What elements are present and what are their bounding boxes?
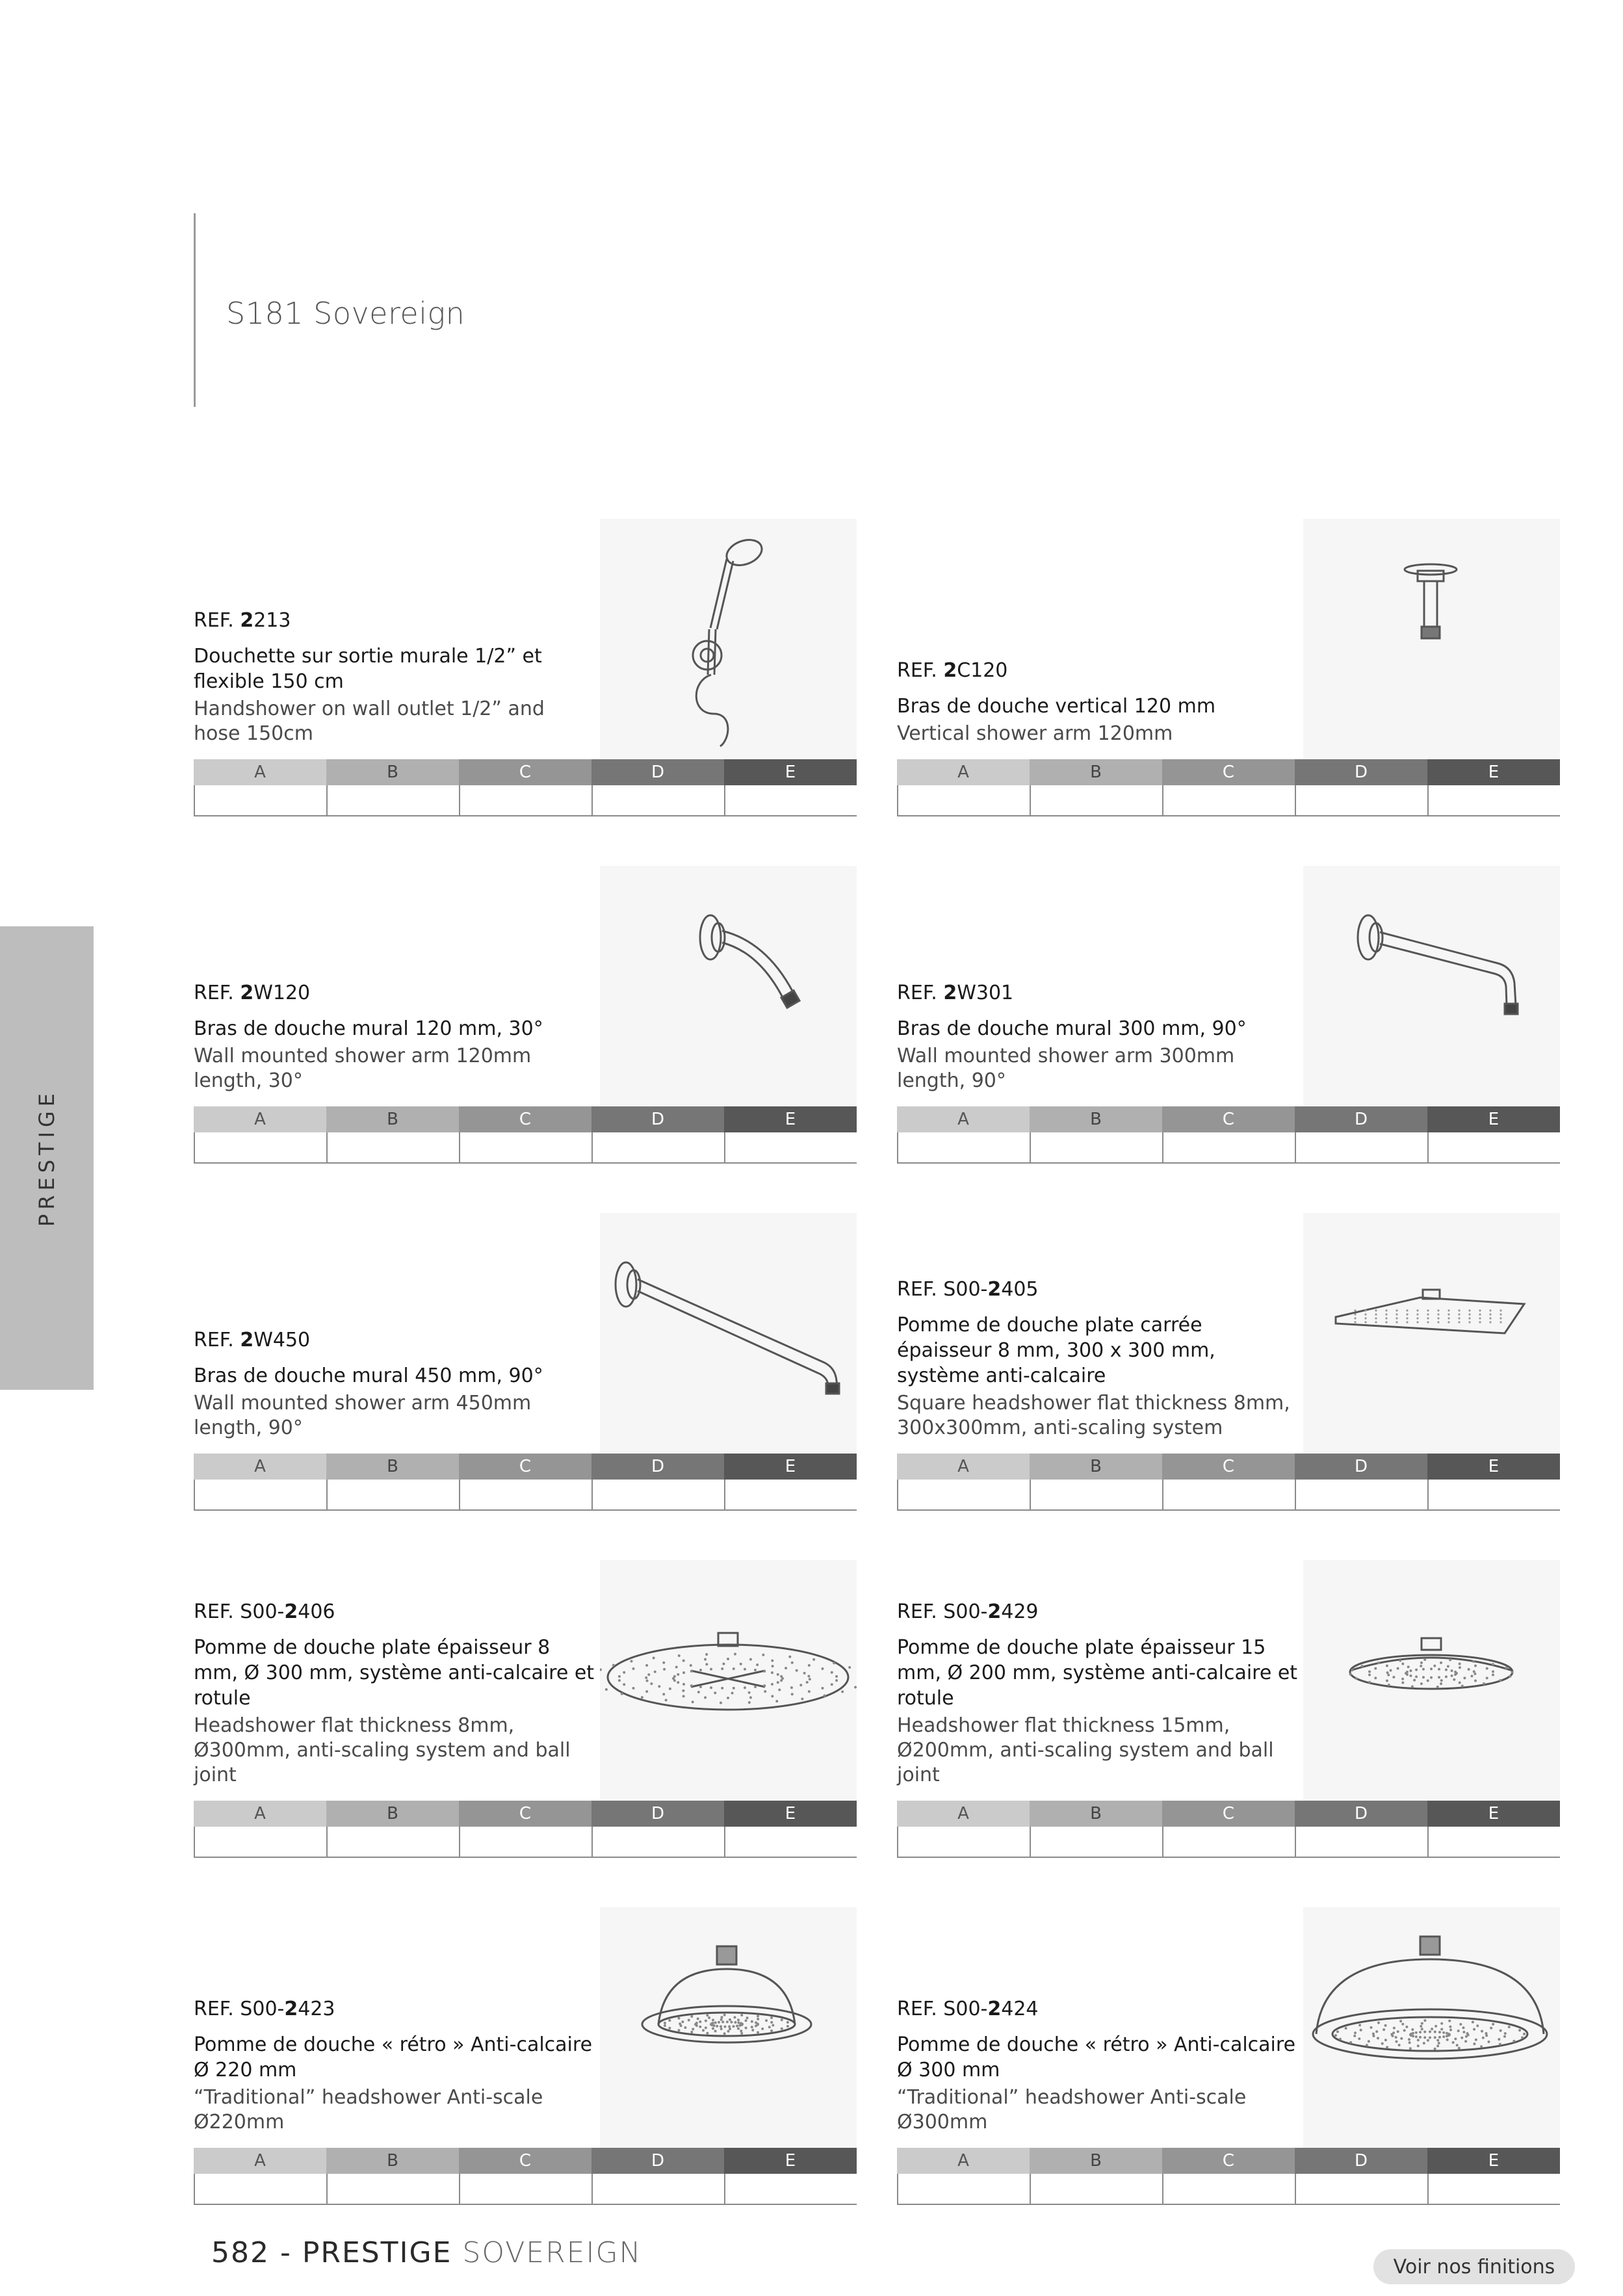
finish-cell bbox=[898, 785, 1031, 815]
description-fr: Pomme de douche « rétro » Anti-calcaire Ø 220 mm bbox=[194, 2033, 593, 2081]
product-text bbox=[194, 1329, 597, 1441]
finish-cell bbox=[1429, 1480, 1560, 1509]
round-headshower-large-icon bbox=[600, 1560, 857, 1801]
finish-cell bbox=[1296, 785, 1429, 815]
product-text bbox=[194, 1600, 597, 1788]
product-text bbox=[897, 1998, 1300, 2135]
description-fr: Pomme de douche plate carrée épaisseur 8 mm, 300 x 300 mm, système anti-calcaire bbox=[897, 1314, 1215, 1387]
finish-table bbox=[194, 2148, 857, 2206]
product-card bbox=[897, 1213, 1560, 1512]
product-card bbox=[194, 1907, 857, 2206]
product-ref bbox=[897, 982, 1300, 1004]
finish-column-header: C bbox=[459, 2148, 591, 2174]
finish-body-row bbox=[897, 1132, 1560, 1164]
page-number: 582 - bbox=[211, 2236, 302, 2269]
finish-cell bbox=[1031, 785, 1163, 815]
finish-column-header: A bbox=[194, 1106, 326, 1132]
finish-column-header: E bbox=[724, 759, 857, 785]
finish-cell bbox=[1429, 2174, 1560, 2204]
product-card bbox=[194, 1560, 857, 1859]
finish-cell bbox=[328, 1827, 460, 1857]
finish-cell bbox=[1429, 1132, 1560, 1162]
finish-column-header: D bbox=[591, 1106, 724, 1132]
ref-number: 424 bbox=[1001, 1998, 1039, 2020]
retro-headshower-small-icon bbox=[600, 1907, 857, 2148]
finish-cell bbox=[1296, 2174, 1429, 2204]
finish-cell bbox=[725, 1480, 857, 1509]
description-en: Square headshower flat thickness 8mm, 300x300mm, anti-scaling system bbox=[897, 1392, 1290, 1439]
finish-column-header: B bbox=[326, 1801, 459, 1827]
description-fr: Bras de douche mural 120 mm, 30° bbox=[194, 1017, 543, 1040]
finish-body-row bbox=[194, 785, 857, 816]
finish-cell bbox=[593, 785, 725, 815]
product-ref bbox=[194, 609, 597, 632]
finish-column-header: C bbox=[1162, 1106, 1295, 1132]
square-headshower-icon bbox=[1303, 1213, 1560, 1454]
finish-column-header: D bbox=[1295, 1454, 1427, 1480]
finish-cell bbox=[898, 1480, 1031, 1509]
description-fr: Pomme de douche plate épaisseur 8 mm, Ø 300 mm, système anti-calcaire et rotule bbox=[194, 1636, 595, 1710]
product-text bbox=[897, 982, 1300, 1093]
ref-prefix: REF. S00- bbox=[194, 1600, 285, 1623]
finish-cell bbox=[195, 1132, 328, 1162]
description-fr: Bras de douche vertical 120 mm bbox=[897, 695, 1216, 718]
description-fr: Bras de douche mural 450 mm, 90° bbox=[194, 1364, 543, 1387]
finish-cell bbox=[898, 1132, 1031, 1162]
finish-body-row bbox=[194, 1480, 857, 1511]
product-text bbox=[897, 659, 1300, 746]
ref-prefix: REF. S00- bbox=[897, 1600, 988, 1623]
finish-column-header: A bbox=[194, 2148, 326, 2174]
finish-column-header: A bbox=[194, 1454, 326, 1480]
finish-body-row bbox=[194, 1132, 857, 1164]
finish-header-row bbox=[194, 1801, 857, 1827]
vertical-arm-icon bbox=[1303, 519, 1560, 759]
finish-column-header: D bbox=[591, 1454, 724, 1480]
footer-brand: PRESTIGE bbox=[302, 2236, 463, 2269]
product-ref bbox=[194, 1998, 597, 2020]
finish-column-header: A bbox=[194, 1801, 326, 1827]
finish-column-header: C bbox=[1162, 1454, 1295, 1480]
finish-cell bbox=[460, 2174, 593, 2204]
finish-column-header: B bbox=[1030, 2148, 1162, 2174]
side-tab bbox=[0, 926, 94, 1390]
finish-column-header: A bbox=[897, 1801, 1030, 1827]
description-en: Wall mounted shower arm 300mm length, 90° bbox=[897, 1045, 1235, 1092]
product-ref bbox=[897, 1998, 1300, 2020]
finish-cell bbox=[1031, 1827, 1163, 1857]
finish-cell bbox=[460, 1132, 593, 1162]
handshower-icon bbox=[600, 519, 857, 759]
ref-bold: 2 bbox=[943, 982, 957, 1004]
product-text bbox=[194, 982, 597, 1093]
finish-cell bbox=[1429, 1827, 1560, 1857]
finish-cell bbox=[328, 1480, 460, 1509]
ref-number: W450 bbox=[253, 1329, 311, 1351]
header-rule bbox=[194, 213, 196, 407]
finish-column-header: B bbox=[326, 2148, 459, 2174]
finish-column-header: B bbox=[1030, 759, 1162, 785]
side-tab-label: PRESTIGE bbox=[34, 1088, 59, 1227]
description-en: Vertical shower arm 120mm bbox=[897, 722, 1173, 745]
finish-column-header: C bbox=[459, 1454, 591, 1480]
finish-cell bbox=[1163, 2174, 1296, 2204]
product-card bbox=[897, 1560, 1560, 1859]
finish-cell bbox=[328, 1132, 460, 1162]
description-fr: Pomme de douche plate épaisseur 15 mm, Ø 200 mm, système anti-calcaire et rotule bbox=[897, 1636, 1298, 1710]
ref-number: C120 bbox=[957, 659, 1008, 682]
finish-body-row bbox=[897, 1827, 1560, 1858]
finish-column-header: D bbox=[1295, 759, 1427, 785]
finish-table bbox=[194, 759, 857, 818]
ref-prefix: REF. bbox=[897, 982, 944, 1004]
finish-cell bbox=[1031, 1132, 1163, 1162]
finish-table bbox=[897, 1454, 1560, 1512]
page-title: S181 Sovereign bbox=[226, 296, 465, 331]
finish-header-row bbox=[897, 1454, 1560, 1480]
finish-column-header: E bbox=[724, 1801, 857, 1827]
wall-arm-medium-icon bbox=[1303, 866, 1560, 1106]
finish-column-header: D bbox=[1295, 1106, 1427, 1132]
product-card bbox=[194, 866, 857, 1165]
description-en: Headshower flat thickness 15mm, Ø200mm, anti-scaling system and ball joint bbox=[897, 1714, 1274, 1786]
round-headshower-small-icon bbox=[1303, 1560, 1560, 1801]
finish-header-row bbox=[897, 759, 1560, 785]
description-en: Headshower flat thickness 8mm, Ø300mm, anti-scaling system and ball joint bbox=[194, 1714, 571, 1786]
finish-column-header: D bbox=[591, 759, 724, 785]
finish-cell bbox=[460, 1480, 593, 1509]
product-ref bbox=[897, 659, 1300, 682]
description-en: “Traditional” headshower Anti-scale Ø300mm bbox=[897, 2086, 1247, 2133]
finish-header-row bbox=[194, 2148, 857, 2174]
ref-bold: 2 bbox=[284, 1998, 298, 2020]
finish-cell bbox=[1163, 1480, 1296, 1509]
finish-column-header: E bbox=[724, 1106, 857, 1132]
finish-header-row bbox=[897, 2148, 1560, 2174]
finish-table bbox=[194, 1106, 857, 1165]
finish-column-header: E bbox=[1427, 1106, 1560, 1132]
finish-table bbox=[897, 1106, 1560, 1165]
finish-column-header: D bbox=[591, 1801, 724, 1827]
ref-prefix: REF. bbox=[194, 982, 240, 1004]
footer-collection: SOVEREIGN bbox=[462, 2236, 642, 2269]
finish-cell bbox=[1296, 1132, 1429, 1162]
finish-column-header: E bbox=[724, 2148, 857, 2174]
retro-headshower-large-icon bbox=[1303, 1907, 1560, 2148]
ref-bold: 2 bbox=[987, 1998, 1002, 2020]
ref-bold: 2 bbox=[240, 982, 254, 1004]
finish-header-row bbox=[194, 1454, 857, 1480]
ref-bold: 2 bbox=[240, 609, 254, 632]
finish-body-row bbox=[897, 785, 1560, 816]
finish-cell bbox=[1163, 1827, 1296, 1857]
finish-cell bbox=[593, 2174, 725, 2204]
description-en: “Traditional” headshower Anti-scale Ø220mm bbox=[194, 2086, 543, 2133]
ref-bold: 2 bbox=[987, 1278, 1002, 1301]
product-ref bbox=[194, 1600, 597, 1623]
product-card bbox=[194, 519, 857, 818]
finish-table bbox=[194, 1454, 857, 1512]
finish-column-header: E bbox=[724, 1454, 857, 1480]
finish-cell bbox=[1031, 1480, 1163, 1509]
finish-column-header: A bbox=[897, 2148, 1030, 2174]
wall-arm-long-icon bbox=[600, 1213, 857, 1454]
finish-body-row bbox=[194, 2174, 857, 2205]
ref-number: 406 bbox=[298, 1600, 335, 1623]
finish-column-header: C bbox=[459, 1801, 591, 1827]
finish-body-row bbox=[897, 1480, 1560, 1511]
finish-header-row bbox=[194, 1106, 857, 1132]
ref-prefix: REF. S00- bbox=[194, 1998, 285, 2020]
finish-column-header: B bbox=[326, 1106, 459, 1132]
finish-cell bbox=[898, 1827, 1031, 1857]
finish-column-header: B bbox=[1030, 1106, 1162, 1132]
description-fr: Bras de douche mural 300 mm, 90° bbox=[897, 1017, 1247, 1040]
description-en: Wall mounted shower arm 120mm length, 30° bbox=[194, 1045, 532, 1092]
ref-bold: 2 bbox=[284, 1600, 298, 1623]
finish-header-row bbox=[194, 759, 857, 785]
finish-cell bbox=[195, 1480, 328, 1509]
finish-cell bbox=[593, 1827, 725, 1857]
finish-cell bbox=[1163, 1132, 1296, 1162]
finish-column-header: A bbox=[897, 759, 1030, 785]
finish-column-header: A bbox=[194, 759, 326, 785]
finish-cell bbox=[1429, 785, 1560, 815]
product-text bbox=[194, 1998, 597, 2135]
finish-column-header: C bbox=[1162, 1801, 1295, 1827]
product-text bbox=[897, 1600, 1300, 1788]
finish-body-row bbox=[194, 1827, 857, 1858]
finish-column-header: C bbox=[1162, 2148, 1295, 2174]
ref-number: 423 bbox=[298, 1998, 335, 2020]
footer-title bbox=[211, 2236, 642, 2269]
ref-bold: 2 bbox=[987, 1600, 1002, 1623]
finish-cell bbox=[725, 2174, 857, 2204]
finish-cell bbox=[725, 1132, 857, 1162]
finish-cell bbox=[1296, 1480, 1429, 1509]
wall-arm-short-icon bbox=[600, 866, 857, 1106]
finish-cell bbox=[328, 2174, 460, 2204]
ref-number: W301 bbox=[957, 982, 1014, 1004]
product-card bbox=[897, 519, 1560, 818]
finish-cell bbox=[195, 1827, 328, 1857]
finish-cell bbox=[725, 785, 857, 815]
ref-number: 405 bbox=[1001, 1278, 1039, 1301]
product-card bbox=[897, 1907, 1560, 2206]
ref-number: 213 bbox=[253, 609, 291, 632]
finish-column-header: B bbox=[1030, 1454, 1162, 1480]
ref-number: W120 bbox=[253, 982, 311, 1004]
finish-column-header: D bbox=[1295, 2148, 1427, 2174]
finish-column-header: A bbox=[897, 1454, 1030, 1480]
finish-column-header: D bbox=[1295, 1801, 1427, 1827]
finish-cell bbox=[593, 1480, 725, 1509]
description-fr: Douchette sur sortie murale 1/2” et flexible 150 cm bbox=[194, 645, 542, 693]
finish-cell bbox=[195, 2174, 328, 2204]
finish-column-header: B bbox=[326, 1454, 459, 1480]
finitions-button[interactable]: Voir nos finitions bbox=[1373, 2249, 1575, 2284]
finish-column-header: E bbox=[1427, 2148, 1560, 2174]
finish-header-row bbox=[897, 1801, 1560, 1827]
finish-body-row bbox=[897, 2174, 1560, 2205]
finish-column-header: B bbox=[1030, 1801, 1162, 1827]
finish-cell bbox=[1031, 2174, 1163, 2204]
finish-column-header: C bbox=[459, 759, 591, 785]
finish-column-header: D bbox=[591, 2148, 724, 2174]
finish-column-header: E bbox=[1427, 1801, 1560, 1827]
ref-prefix: REF. S00- bbox=[897, 1998, 988, 2020]
product-card bbox=[194, 1213, 857, 1512]
finish-cell bbox=[328, 785, 460, 815]
ref-number: 429 bbox=[1001, 1600, 1039, 1623]
finish-table bbox=[897, 2148, 1560, 2206]
finish-cell bbox=[1296, 1827, 1429, 1857]
ref-prefix: REF. bbox=[897, 659, 944, 682]
product-ref bbox=[897, 1600, 1300, 1623]
finish-cell bbox=[725, 1827, 857, 1857]
ref-bold: 2 bbox=[240, 1329, 254, 1351]
product-ref bbox=[897, 1278, 1300, 1301]
product-ref bbox=[194, 982, 597, 1004]
finish-column-header: C bbox=[459, 1106, 591, 1132]
finish-cell bbox=[898, 2174, 1031, 2204]
finish-cell bbox=[1163, 785, 1296, 815]
finish-column-header: E bbox=[1427, 1454, 1560, 1480]
description-en: Handshower on wall outlet 1/2” and hose 150cm bbox=[194, 698, 545, 745]
ref-prefix: REF. bbox=[194, 609, 240, 632]
product-text bbox=[897, 1278, 1300, 1441]
description-en: Wall mounted shower arm 450mm length, 90° bbox=[194, 1392, 532, 1439]
ref-prefix: REF. bbox=[194, 1329, 240, 1351]
finish-table bbox=[194, 1801, 857, 1859]
finish-column-header: C bbox=[1162, 759, 1295, 785]
finish-column-header: B bbox=[326, 759, 459, 785]
description-fr: Pomme de douche « rétro » Anti-calcaire Ø 300 mm bbox=[897, 2033, 1296, 2081]
finish-cell bbox=[460, 785, 593, 815]
finish-table bbox=[897, 1801, 1560, 1859]
finish-column-header: E bbox=[1427, 759, 1560, 785]
product-ref bbox=[194, 1329, 597, 1351]
ref-bold: 2 bbox=[943, 659, 957, 682]
finish-header-row bbox=[897, 1106, 1560, 1132]
finish-cell bbox=[195, 785, 328, 815]
product-card bbox=[897, 866, 1560, 1165]
product-text bbox=[194, 609, 597, 746]
finish-cell bbox=[460, 1827, 593, 1857]
finish-column-header: A bbox=[897, 1106, 1030, 1132]
finish-table bbox=[897, 759, 1560, 818]
finish-cell bbox=[593, 1132, 725, 1162]
ref-prefix: REF. S00- bbox=[897, 1278, 988, 1301]
